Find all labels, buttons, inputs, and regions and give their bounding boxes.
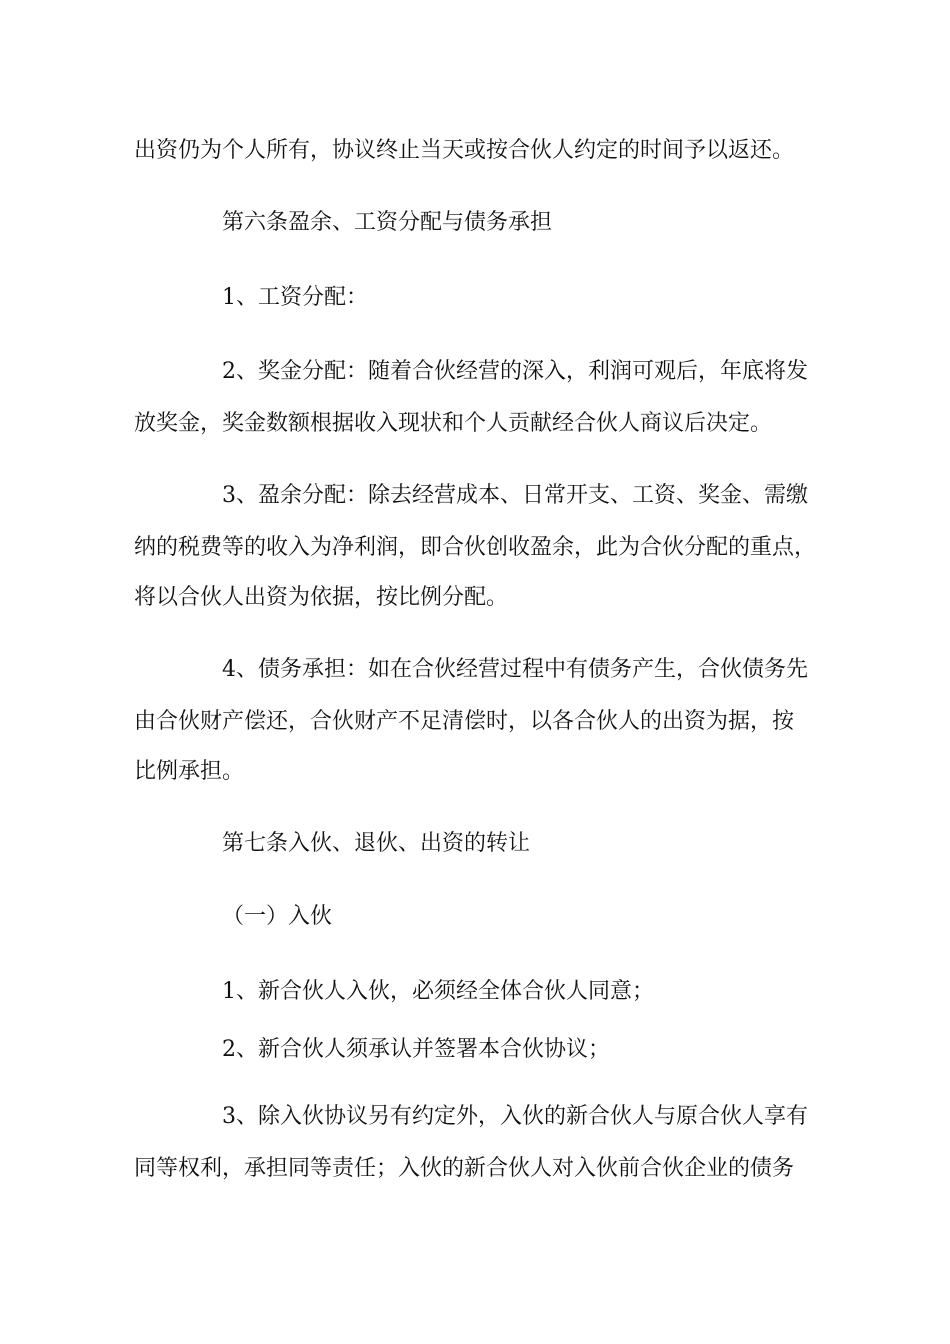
text-line: 纳的税费等的收入为净利润，即合伙创收盈余，此为合伙分配的重点， [134,535,817,560]
list-item: 1、新合伙人入伙，必须经全体合伙人同意； [222,979,654,1004]
list-item: 1、工资分配： [222,285,368,310]
text-line: 同等权利，承担同等责任；入伙的新合伙人对入伙前合伙企业的债务 [134,1156,795,1181]
list-item: 4、债务承担：如在合伙经营过程中有债务产生，合伙债务先 [222,657,808,682]
text-line: 放奖金，奖金数额根据收入现状和个人贡献经合伙人商议后决定。 [134,411,773,436]
text-line: 出资仍为个人所有，协议终止当天或按合伙人约定的时间予以返还。 [134,138,795,163]
text-line: 由合伙财产偿还，合伙财产不足清偿时，以各合伙人的出资为据，按 [134,709,795,734]
list-item: 2、奖金分配：随着合伙经营的深入，利润可观后，年底将发 [222,359,808,384]
list-item: 3、除入伙协议另有约定外，入伙的新合伙人与原合伙人享有 [222,1104,808,1129]
subsection-heading: （一）入伙 [222,904,333,929]
text-line: 比例承担。 [134,759,245,784]
section-heading: 第六条盈余、工资分配与债务承担 [222,210,553,235]
list-item: 2、新合伙人须承认并签署本合伙协议； [222,1037,610,1062]
section-heading: 第七条入伙、退伙、出资的转让 [222,831,531,856]
text-line: 将以合伙人出资为依据，按比例分配。 [134,585,509,610]
list-item: 3、盈余分配：除去经营成本、日常开支、工资、奖金、需缴 [222,483,808,508]
